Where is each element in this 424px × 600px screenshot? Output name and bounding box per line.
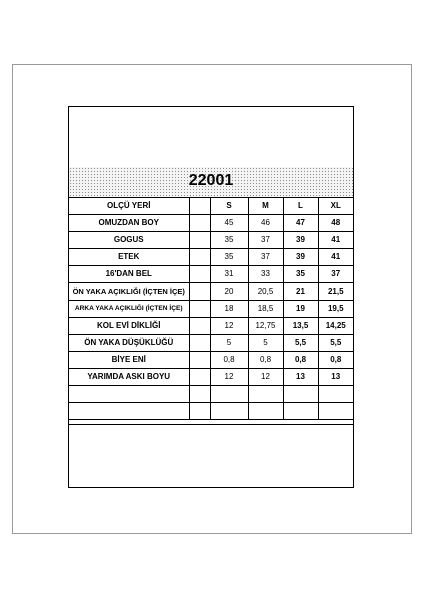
spacer-cell xyxy=(189,232,210,249)
value-cell: 12 xyxy=(210,368,248,385)
value-cell: 45 xyxy=(210,215,248,232)
value-cell: 0,8 xyxy=(318,351,353,368)
bottom-blank-area xyxy=(69,424,353,488)
spacer-cell xyxy=(189,266,210,283)
row-label: KOL EVİ DİKLİĞİ xyxy=(69,317,189,334)
value-cell: 14,25 xyxy=(318,317,353,334)
spacer-cell xyxy=(189,215,210,232)
table-header-row xyxy=(69,198,353,215)
value-cell: 33 xyxy=(248,266,283,283)
table-row xyxy=(69,300,353,317)
table-row xyxy=(69,232,353,249)
value-cell: 13,5 xyxy=(283,317,318,334)
row-label: GOGUS xyxy=(69,232,189,249)
row-label: OMUZDAN BOY xyxy=(69,215,189,232)
row-label: ETEK xyxy=(69,249,189,266)
table-row xyxy=(69,368,353,385)
value-cell: 19,5 xyxy=(318,300,353,317)
value-cell: 41 xyxy=(318,232,353,249)
value-cell: 47 xyxy=(283,215,318,232)
value-cell: 35 xyxy=(210,249,248,266)
row-label: YARIMDA ASKI BOYU xyxy=(69,368,189,385)
empty-row xyxy=(69,403,353,420)
header-label: OLÇÜ YERİ xyxy=(69,198,189,215)
size-header: XL xyxy=(318,198,353,215)
value-cell: 31 xyxy=(210,266,248,283)
table-row xyxy=(69,283,353,300)
value-cell: 18,5 xyxy=(248,300,283,317)
spacer-cell xyxy=(189,249,210,266)
value-cell: 5 xyxy=(248,334,283,351)
value-cell: 48 xyxy=(318,215,353,232)
size-header: S xyxy=(210,198,248,215)
value-cell: 41 xyxy=(318,249,353,266)
value-cell: 19 xyxy=(283,300,318,317)
row-label: ÖN YAKA AÇIKLIĞI (İÇTEN İÇE) xyxy=(69,283,189,300)
value-cell: 37 xyxy=(318,266,353,283)
row-label: 16'DAN BEL xyxy=(69,266,189,283)
row-label: BİYE ENİ xyxy=(69,351,189,368)
row-label: ARKA YAKA AÇIKLIĞI (İÇTEN İÇE) xyxy=(69,300,189,317)
value-cell: 35 xyxy=(283,266,318,283)
value-cell: 0,8 xyxy=(210,351,248,368)
title-band xyxy=(69,167,353,198)
spacer-cell xyxy=(189,334,210,351)
row-label: ÖN YAKA DÜŞÜKLÜĞÜ xyxy=(69,334,189,351)
table-row xyxy=(69,334,353,351)
value-cell: 21,5 xyxy=(318,283,353,300)
size-header: L xyxy=(283,198,318,215)
value-cell: 12,75 xyxy=(248,317,283,334)
size-header: M xyxy=(248,198,283,215)
value-cell: 21 xyxy=(283,283,318,300)
value-cell: 39 xyxy=(283,232,318,249)
empty-row xyxy=(69,386,353,403)
model-code: 22001 xyxy=(188,172,234,189)
table-row xyxy=(69,249,353,266)
table-row xyxy=(69,215,353,232)
top-blank-area xyxy=(69,107,353,168)
value-cell: 0,8 xyxy=(248,351,283,368)
spacer-cell xyxy=(189,300,210,317)
value-cell: 12 xyxy=(248,368,283,385)
value-cell: 37 xyxy=(248,232,283,249)
value-cell: 5,5 xyxy=(318,334,353,351)
spacer-cell xyxy=(189,283,210,300)
value-cell: 18 xyxy=(210,300,248,317)
table-row xyxy=(69,266,353,283)
value-cell: 0,8 xyxy=(283,351,318,368)
table-row xyxy=(69,317,353,334)
value-cell: 46 xyxy=(248,215,283,232)
size-table xyxy=(69,197,353,420)
value-cell: 5 xyxy=(210,334,248,351)
value-cell: 13 xyxy=(318,368,353,385)
value-cell: 5,5 xyxy=(283,334,318,351)
value-cell: 37 xyxy=(248,249,283,266)
value-cell: 20,5 xyxy=(248,283,283,300)
spacer-cell xyxy=(189,198,210,215)
spacer-cell xyxy=(189,317,210,334)
spacer-cell xyxy=(189,351,210,368)
value-cell: 39 xyxy=(283,249,318,266)
value-cell: 20 xyxy=(210,283,248,300)
value-cell: 13 xyxy=(283,368,318,385)
table-row xyxy=(69,351,353,368)
value-cell: 12 xyxy=(210,317,248,334)
value-cell: 35 xyxy=(210,232,248,249)
size-chart-sheet xyxy=(68,106,354,488)
spacer-cell xyxy=(189,368,210,385)
